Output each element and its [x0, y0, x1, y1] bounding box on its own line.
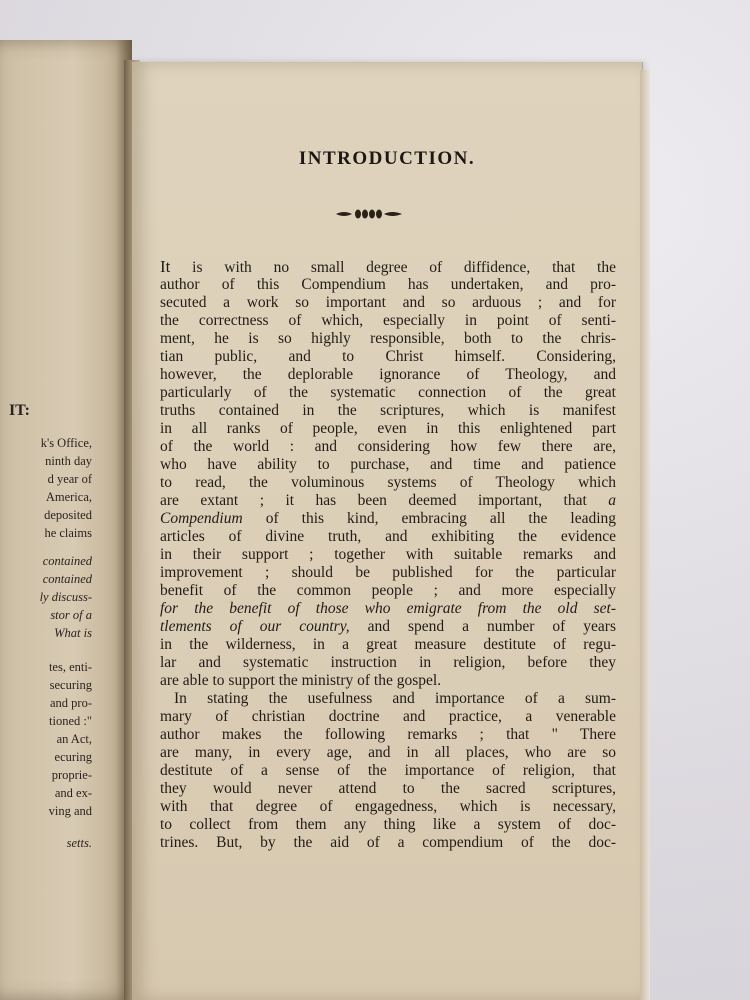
body-line: tlements of our country, and spend a number of years [160, 618, 616, 635]
body-line: however, the deplorable ignorance of Theology, and [160, 366, 616, 383]
left-line: proprie- [51, 768, 92, 782]
left-line: What is [54, 626, 92, 640]
body-line: truths contained in the scriptures, which is manifest [160, 402, 616, 419]
body-line: to read, the voluminous systems of Theology which [160, 474, 616, 491]
body-line: in all ranks of people, even in this enlightened part [160, 420, 616, 437]
left-line: setts. [66, 836, 92, 850]
left-heading: IT: [8, 402, 30, 419]
page-edge [640, 70, 650, 1000]
left-line: ving and [48, 804, 92, 818]
left-line: an Act, [56, 732, 92, 746]
body-line: particularly of the systematic connection of the great [160, 384, 616, 401]
body-line: mary of christian doctrine and practice, a venerable [160, 708, 616, 725]
left-line: ninth day [45, 454, 92, 468]
drop-cap: It [160, 257, 171, 276]
body-line: lar and systematic instruction in religion, before they [160, 654, 616, 671]
body-line: with that degree of engagedness, which is necessary, [160, 798, 616, 815]
body-line: who have ability to purchase, and time and patience [160, 456, 616, 473]
body-line: ment, he is so highly responsible, both to the chris- [160, 330, 616, 347]
body-line: are many, in every age, and in all places, who are so [160, 744, 616, 761]
body-line: of the world : and considering how few there are, [160, 438, 616, 455]
body-line: In stating the usefulness and importance of a sum- [174, 690, 616, 707]
body-line: improvement ; should be published for the particular [160, 564, 616, 581]
body-line: articles of divine truth, and exhibiting the evidence [160, 528, 616, 545]
left-line: he claims [44, 526, 92, 540]
body-line: to collect from them any thing like a system of doc- [160, 816, 616, 833]
left-line: ecuring [54, 750, 92, 764]
left-line: contained [42, 554, 92, 568]
body-line: trines. But, by the aid of a compendium of the doc- [160, 834, 616, 851]
left-line: America, [45, 490, 92, 504]
body-line: tian public, and to Christ himself. Considering, [160, 348, 616, 365]
body-line: benefit of the common people ; and more especially [160, 582, 616, 599]
left-line: securing [49, 678, 92, 692]
left-line: stor of a [50, 608, 92, 622]
body-line: are extant ; it has been deemed important, that a [160, 492, 616, 509]
left-line: ly discuss- [39, 590, 92, 604]
left-line: and pro- [50, 696, 92, 710]
left-line: d year of [47, 472, 92, 486]
body-line: destitute of a sense of the importance of religion, that [160, 762, 616, 779]
left-page [0, 40, 132, 1000]
left-page-text [0, 40, 128, 1000]
body-line: Compendium of this kind, embracing all the leading [160, 510, 617, 527]
right-page [132, 62, 643, 1000]
left-line: tioned :" [49, 714, 92, 728]
body-line: secuted a work so important and so arduous ; and for [160, 294, 616, 311]
left-line: k's Office, [40, 436, 92, 450]
body-line: author of this Compendium has undertaken, and pro- [160, 276, 616, 293]
ornament-icon [334, 208, 404, 220]
body-line: It is with no small degree of diffidence, that the [160, 257, 616, 276]
left-line: and ex- [54, 786, 92, 800]
page-title: INTRODUCTION. [298, 148, 476, 169]
body-line: author makes the following remarks ; that " There [160, 726, 616, 743]
body-line: in the wilderness, in a great measure destitute of regu- [160, 636, 616, 653]
body-line: are able to support the ministry of the gospel. [160, 672, 442, 689]
body-line: the correctness of which, especially in point of senti- [160, 312, 616, 329]
left-line: deposited [44, 508, 92, 522]
body-line: they would never attend to the sacred scriptures, [160, 780, 616, 797]
left-line: contained [42, 572, 92, 586]
body-line: in their support ; together with suitable remarks and [160, 546, 616, 563]
body-line: for the benefit of those who emigrate from the old set- [160, 600, 616, 617]
left-line: tes, enti- [48, 660, 92, 674]
